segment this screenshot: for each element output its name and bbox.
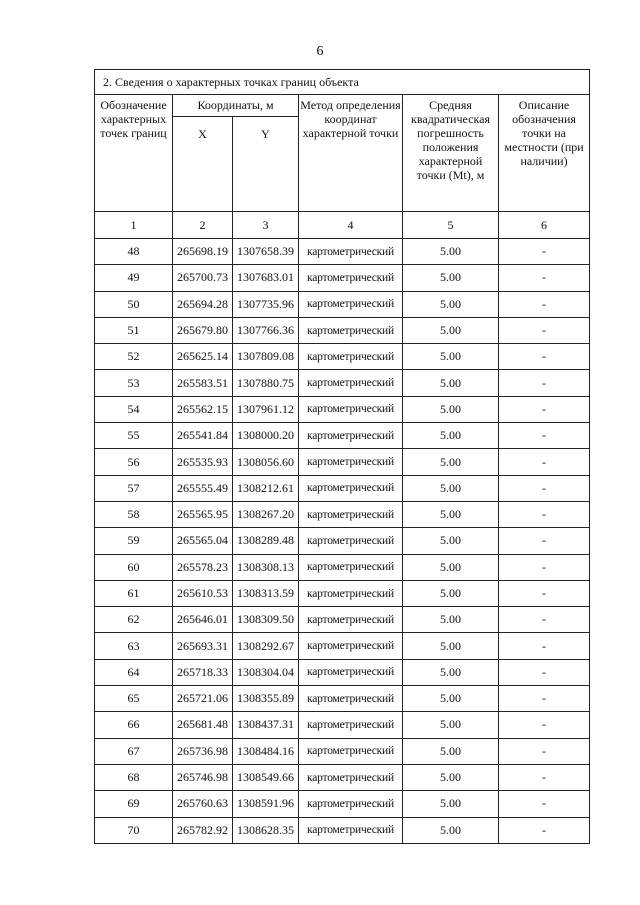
mt-cell: 5.00 bbox=[403, 239, 499, 265]
mt-cell: 5.00 bbox=[403, 791, 499, 817]
method-cell: картометрический bbox=[299, 607, 403, 633]
coord-y: 1307809.08 bbox=[233, 344, 299, 370]
description-cell: - bbox=[499, 265, 590, 291]
point-number: 62 bbox=[95, 607, 173, 633]
method-cell: картометрический bbox=[299, 396, 403, 422]
method-cell: картометрический bbox=[299, 317, 403, 343]
method-cell: картометрический bbox=[299, 344, 403, 370]
column-number: 3 bbox=[233, 212, 299, 239]
coord-y: 1307683.01 bbox=[233, 265, 299, 291]
method-cell: картометрический bbox=[299, 738, 403, 764]
mt-cell: 5.00 bbox=[403, 449, 499, 475]
description-cell: - bbox=[499, 449, 590, 475]
description-cell: - bbox=[499, 501, 590, 527]
coord-x: 265681.48 bbox=[173, 712, 233, 738]
mt-cell: 5.00 bbox=[403, 396, 499, 422]
method-cell: картометрический bbox=[299, 501, 403, 527]
column-number: 2 bbox=[173, 212, 233, 239]
description-cell: - bbox=[499, 396, 590, 422]
point-number: 60 bbox=[95, 554, 173, 580]
method-cell: картометрический bbox=[299, 423, 403, 449]
table-row bbox=[95, 764, 590, 790]
coord-x: 265718.33 bbox=[173, 659, 233, 685]
mt-cell: 5.00 bbox=[403, 370, 499, 396]
method-cell: картометрический bbox=[299, 659, 403, 685]
point-number: 64 bbox=[95, 659, 173, 685]
point-number: 58 bbox=[95, 501, 173, 527]
mt-cell: 5.00 bbox=[403, 501, 499, 527]
method-cell: картометрический bbox=[299, 449, 403, 475]
section-title: 2. Сведения о характерных точках границ объекта bbox=[95, 70, 590, 95]
description-cell: - bbox=[499, 712, 590, 738]
coord-x: 265541.84 bbox=[173, 423, 233, 449]
coord-x: 265625.14 bbox=[173, 344, 233, 370]
table-row bbox=[95, 370, 590, 396]
table-row bbox=[95, 686, 590, 712]
method-cell: картометрический bbox=[299, 265, 403, 291]
mt-cell: 5.00 bbox=[403, 265, 499, 291]
table-row bbox=[95, 659, 590, 685]
method-cell: картометрический bbox=[299, 554, 403, 580]
coord-y: 1308313.59 bbox=[233, 580, 299, 606]
description-cell: - bbox=[499, 817, 590, 843]
description-cell: - bbox=[499, 554, 590, 580]
coord-x: 265565.95 bbox=[173, 501, 233, 527]
coord-y: 1308549.66 bbox=[233, 764, 299, 790]
coord-y: 1307735.96 bbox=[233, 291, 299, 317]
method-cell: картометрический bbox=[299, 291, 403, 317]
method-cell: картометрический bbox=[299, 580, 403, 606]
description-cell: - bbox=[499, 423, 590, 449]
coord-y: 1308628.35 bbox=[233, 817, 299, 843]
column-number: 6 bbox=[499, 212, 590, 239]
header-method: Метод определения координат характерной точки bbox=[299, 95, 403, 212]
point-number: 57 bbox=[95, 475, 173, 501]
table-row bbox=[95, 396, 590, 422]
coord-x: 265610.53 bbox=[173, 580, 233, 606]
page-number: 6 bbox=[316, 44, 324, 59]
point-number: 52 bbox=[95, 344, 173, 370]
method-cell: картометрический bbox=[299, 475, 403, 501]
table-row bbox=[95, 791, 590, 817]
mt-cell: 5.00 bbox=[403, 686, 499, 712]
description-cell: - bbox=[499, 239, 590, 265]
table-row bbox=[95, 528, 590, 554]
coord-x: 265679.80 bbox=[173, 317, 233, 343]
table-row bbox=[95, 449, 590, 475]
mt-cell: 5.00 bbox=[403, 659, 499, 685]
mt-cell: 5.00 bbox=[403, 423, 499, 449]
description-cell: - bbox=[499, 633, 590, 659]
header-error: Средняя квадратическая погрешность положения характерной точки (Mt), м bbox=[403, 95, 499, 212]
coord-y: 1308304.04 bbox=[233, 659, 299, 685]
point-number: 48 bbox=[95, 239, 173, 265]
boundary-points-table bbox=[94, 69, 590, 844]
table-row bbox=[95, 554, 590, 580]
point-number: 61 bbox=[95, 580, 173, 606]
point-number: 70 bbox=[95, 817, 173, 843]
point-number: 69 bbox=[95, 791, 173, 817]
description-cell: - bbox=[499, 764, 590, 790]
mt-cell: 5.00 bbox=[403, 580, 499, 606]
coord-y: 1307961.12 bbox=[233, 396, 299, 422]
coord-y: 1307658.39 bbox=[233, 239, 299, 265]
point-number: 63 bbox=[95, 633, 173, 659]
point-number: 66 bbox=[95, 712, 173, 738]
description-cell: - bbox=[499, 317, 590, 343]
table-row bbox=[95, 501, 590, 527]
method-cell: картометрический bbox=[299, 712, 403, 738]
description-cell: - bbox=[499, 580, 590, 606]
coord-x: 265583.51 bbox=[173, 370, 233, 396]
mt-cell: 5.00 bbox=[403, 528, 499, 554]
coord-y: 1308355.89 bbox=[233, 686, 299, 712]
mt-cell: 5.00 bbox=[403, 344, 499, 370]
point-number: 54 bbox=[95, 396, 173, 422]
coord-y: 1308212.61 bbox=[233, 475, 299, 501]
method-cell: картометрический bbox=[299, 528, 403, 554]
coord-y: 1308292.67 bbox=[233, 633, 299, 659]
description-cell: - bbox=[499, 686, 590, 712]
coord-y: 1308056.60 bbox=[233, 449, 299, 475]
header-coordinates: Координаты, м bbox=[173, 95, 299, 117]
coord-x: 265700.73 bbox=[173, 265, 233, 291]
coord-y: 1308437.31 bbox=[233, 712, 299, 738]
column-number: 5 bbox=[403, 212, 499, 239]
table-row bbox=[95, 239, 590, 265]
coord-x: 265694.28 bbox=[173, 291, 233, 317]
point-number: 56 bbox=[95, 449, 173, 475]
mt-cell: 5.00 bbox=[403, 554, 499, 580]
point-number: 50 bbox=[95, 291, 173, 317]
coord-y: 1308484.16 bbox=[233, 738, 299, 764]
table-row bbox=[95, 712, 590, 738]
coord-x: 265736.98 bbox=[173, 738, 233, 764]
coord-x: 265565.04 bbox=[173, 528, 233, 554]
coord-y: 1307880.75 bbox=[233, 370, 299, 396]
table-row bbox=[95, 423, 590, 449]
point-number: 67 bbox=[95, 738, 173, 764]
coord-y: 1308309.50 bbox=[233, 607, 299, 633]
method-cell: картометрический bbox=[299, 370, 403, 396]
point-number: 59 bbox=[95, 528, 173, 554]
method-cell: картометрический bbox=[299, 686, 403, 712]
table-row bbox=[95, 265, 590, 291]
description-cell: - bbox=[499, 291, 590, 317]
coord-x: 265578.23 bbox=[173, 554, 233, 580]
table-row bbox=[95, 633, 590, 659]
point-number: 65 bbox=[95, 686, 173, 712]
point-number: 49 bbox=[95, 265, 173, 291]
coord-x: 265555.49 bbox=[173, 475, 233, 501]
coord-x: 265698.19 bbox=[173, 239, 233, 265]
point-number: 51 bbox=[95, 317, 173, 343]
coord-x: 265646.01 bbox=[173, 607, 233, 633]
description-cell: - bbox=[499, 659, 590, 685]
mt-cell: 5.00 bbox=[403, 633, 499, 659]
mt-cell: 5.00 bbox=[403, 764, 499, 790]
coord-y: 1308289.48 bbox=[233, 528, 299, 554]
column-number: 4 bbox=[299, 212, 403, 239]
column-number: 1 bbox=[95, 212, 173, 239]
method-cell: картометрический bbox=[299, 791, 403, 817]
coord-x: 265721.06 bbox=[173, 686, 233, 712]
coord-y: 1308267.20 bbox=[233, 501, 299, 527]
table-row bbox=[95, 317, 590, 343]
description-cell: - bbox=[499, 344, 590, 370]
table-row bbox=[95, 817, 590, 843]
coord-y: 1308591.96 bbox=[233, 791, 299, 817]
coord-y: 1308000.20 bbox=[233, 423, 299, 449]
method-cell: картометрический bbox=[299, 239, 403, 265]
coord-x: 265782.92 bbox=[173, 817, 233, 843]
coord-x: 265746.98 bbox=[173, 764, 233, 790]
table-row bbox=[95, 475, 590, 501]
mt-cell: 5.00 bbox=[403, 317, 499, 343]
coord-y: 1307766.36 bbox=[233, 317, 299, 343]
description-cell: - bbox=[499, 738, 590, 764]
coord-x: 265760.63 bbox=[173, 791, 233, 817]
coord-y: 1308308.13 bbox=[233, 554, 299, 580]
description-cell: - bbox=[499, 528, 590, 554]
point-number: 55 bbox=[95, 423, 173, 449]
description-cell: - bbox=[499, 607, 590, 633]
description-cell: - bbox=[499, 370, 590, 396]
table-row bbox=[95, 738, 590, 764]
mt-cell: 5.00 bbox=[403, 607, 499, 633]
mt-cell: 5.00 bbox=[403, 712, 499, 738]
method-cell: картометрический bbox=[299, 633, 403, 659]
table-row bbox=[95, 607, 590, 633]
table-row bbox=[95, 580, 590, 606]
mt-cell: 5.00 bbox=[403, 291, 499, 317]
point-number: 53 bbox=[95, 370, 173, 396]
mt-cell: 5.00 bbox=[403, 475, 499, 501]
table-row bbox=[95, 344, 590, 370]
header-description: Описание обозначения точки на местности (при наличии) bbox=[499, 95, 590, 212]
point-number: 68 bbox=[95, 764, 173, 790]
description-cell: - bbox=[499, 791, 590, 817]
header-y: Y bbox=[233, 117, 299, 212]
mt-cell: 5.00 bbox=[403, 817, 499, 843]
coord-x: 265693.31 bbox=[173, 633, 233, 659]
header-x: X bbox=[173, 117, 233, 212]
coord-x: 265535.93 bbox=[173, 449, 233, 475]
method-cell: картометрический bbox=[299, 817, 403, 843]
description-cell: - bbox=[499, 475, 590, 501]
method-cell: картометрический bbox=[299, 764, 403, 790]
table-row bbox=[95, 291, 590, 317]
coord-x: 265562.15 bbox=[173, 396, 233, 422]
mt-cell: 5.00 bbox=[403, 738, 499, 764]
header-designation: Обозначение характерных точек границ bbox=[95, 95, 173, 212]
